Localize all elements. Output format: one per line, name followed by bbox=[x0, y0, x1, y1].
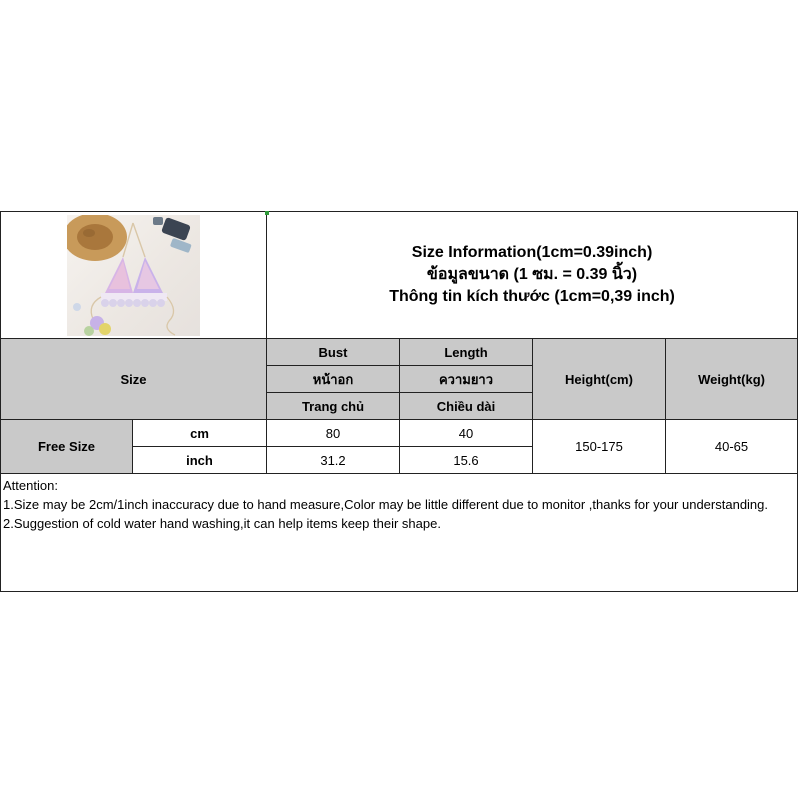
length-header-th: ความยาว bbox=[400, 366, 533, 393]
attention-note-1: 1.Size may be 2cm/1inch inaccuracy due to hand measure,Color may be little different due to monitor ,thanks for your understanding. bbox=[3, 497, 769, 512]
attention-notes bbox=[1, 474, 798, 592]
size-chart bbox=[0, 211, 799, 592]
weight-value: 40-65 bbox=[666, 420, 798, 474]
attention-note-2: 2.Suggestion of cold water hand washing,it can help items keep their shape. bbox=[3, 516, 441, 531]
bust-header-en: Bust bbox=[267, 339, 400, 366]
length-header-vi: Chiều dài bbox=[400, 393, 533, 420]
height-header: Height(cm) bbox=[533, 339, 666, 420]
length-header-en: Length bbox=[400, 339, 533, 366]
bust-cm-value: 80 bbox=[267, 420, 400, 447]
length-cm-value: 40 bbox=[400, 420, 533, 447]
product-photo bbox=[67, 215, 200, 336]
height-value: 150-175 bbox=[533, 420, 666, 474]
attention-heading: Attention: bbox=[3, 478, 58, 493]
size-information-title bbox=[267, 212, 798, 339]
crochet-bikini-top-photo bbox=[67, 215, 200, 336]
unit-cm-label: cm bbox=[133, 420, 267, 447]
size-name-cell: Free Size bbox=[1, 420, 133, 474]
title-english: Size Information(1cm=0.39inch) bbox=[411, 244, 653, 261]
unit-inch-label: inch bbox=[133, 447, 267, 474]
product-photo-cell bbox=[1, 212, 267, 339]
bust-inch-value: 31.2 bbox=[267, 447, 400, 474]
bust-header-vi: Trang chủ bbox=[267, 393, 400, 420]
title-vietnamese: Thông tin kích thước (1cm=0,39 inch) bbox=[389, 288, 675, 305]
bust-header-th: หน้าอก bbox=[267, 366, 400, 393]
size-column-header: Size bbox=[1, 339, 267, 420]
size-chart-table bbox=[0, 211, 798, 592]
weight-header: Weight(kg) bbox=[666, 339, 798, 420]
title-thai: ข้อมูลขนาด (1 ซม. = 0.39 นิ้ว) bbox=[426, 266, 638, 283]
cell-marker bbox=[265, 211, 269, 215]
length-inch-value: 15.6 bbox=[400, 447, 533, 474]
